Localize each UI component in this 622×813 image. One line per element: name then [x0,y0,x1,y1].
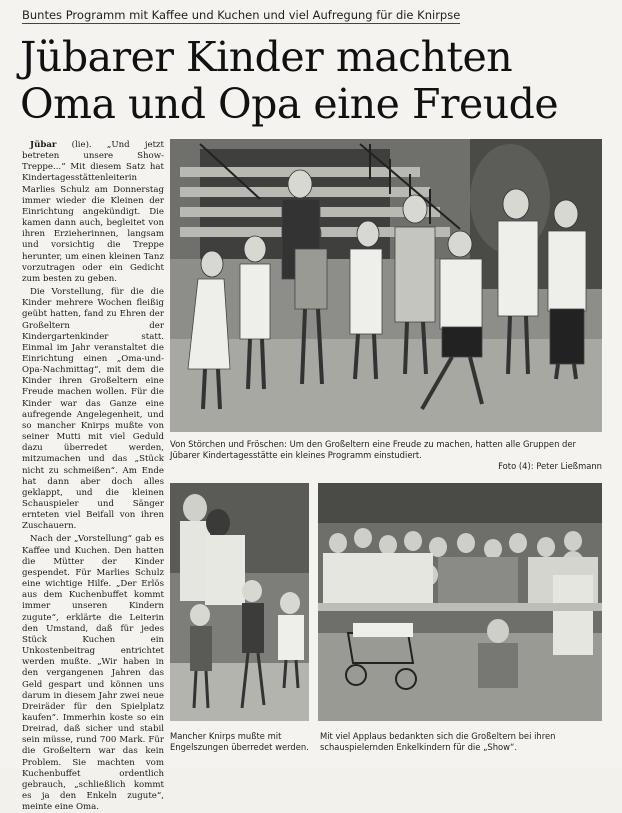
bottom-right-photo [318,483,602,721]
children-on-stairs-picture [170,139,602,432]
body-paragraph-3: Nach der „Vorstellung“ gab es Kaffee und Kuchen. Den hatten die Mütter der Kinder gespendet. Für Marlies Schulz eine wichtige Hilfe. „Der Erlös aus dem Kuchenbuffet kommt immer unseren Kindern zugute“, erklärte die Leiterin den Umstand, daß für jedes Stück Kuchen ein Unkostenbeitrag entrichtet werden mußte. „Wir haben in den vergangenen Jahren das Geld gespart und können uns darum in diesem Jahr zwei neue Dreiräder für den Spielplatz kaufen“. Immerhin koste so ein Dreirad, daß sicher und stabil sein müsse, rund 700 Mark. Für die Großeltern war das kein Problem. Sie machten vom Kuchenbuffet ordentlich gebrauch, „schließlich kommt es ja den Enkeln zugute“, meinte eine Oma. [22,534,164,813]
byline: Jübar [30,140,57,150]
bottom-left-caption: Mancher Knirps mußte mit Engelszungen überredet werden. [170,731,309,752]
article-body [22,140,164,813]
body-paragraph-2: Die Vorstellung, für die die Kinder mehrere Wochen fleißig geübt hatten, fand zu Ehren der Großeltern der Kindergartenkinder statt. Einmal im Jahr veranstaltet die Einrichtung einen „Oma-und-Opa-Nachmittag“, mit dem die Kinder ihren Großeltern eine Freude machen wollen. Für die Kinder war das Ganze eine aufregende Angelegenheit, und so mancher Knirps mußte von seiner Mutti mit viel Geduld dazu überredet werden, mitzumachen und das „Stück nicht zu schmeißen“. Am Ende hat dann aber doch alles geklappt, und die kleinen Schauspieler und Sänger ernteten viel Beifall von ihren Zuschauern. [22,287,164,532]
article-kicker: Buntes Programm mit Kaffee und Kuchen und viel Aufregung für die Knirpse [22,8,461,22]
main-photo [170,139,602,432]
photo-credit: Foto (4): Peter Ließmann [498,461,602,471]
bottom-right-caption: Mit viel Applaus bedankten sich die Großeltern bei ihren schauspielernden Enkelkindern für die „Show“. [320,731,556,752]
main-photo-caption: Von Störchen und Fröschen: Um den Großeltern eine Freude zu machen, hatten alle Gruppen der Jübarer Kindertagesstätte ein kleines Programm einstudiert. Foto (4): Peter Ließmann [170,439,602,471]
body-paragraph-1: Jübar (lie). „Und jetzt betreten unsere Show-Treppe...“ Mit diesem Satz hat Kindertagesstättenleiterin Marlies Schulz am Donnerstag immer wieder die Kleinen der Einrichtung angekündigt. Die kamen dann auch, begleitet von ihren Erzieherinnen, langsam und vorsichtig die Treppe herunter, um einen kleinen Tanz vorzutragen oder ein Gedicht zum besten zu geben. [22,140,164,284]
article-headline [20,34,610,128]
bottom-left-photo [170,483,309,721]
headline-line-1: Jübarer Kinder machten [20,33,513,81]
child-being-persuaded-picture [170,483,309,721]
headline-line-2: Oma und Opa eine Freude [20,80,559,128]
grandparents-applauding-picture [318,483,602,721]
